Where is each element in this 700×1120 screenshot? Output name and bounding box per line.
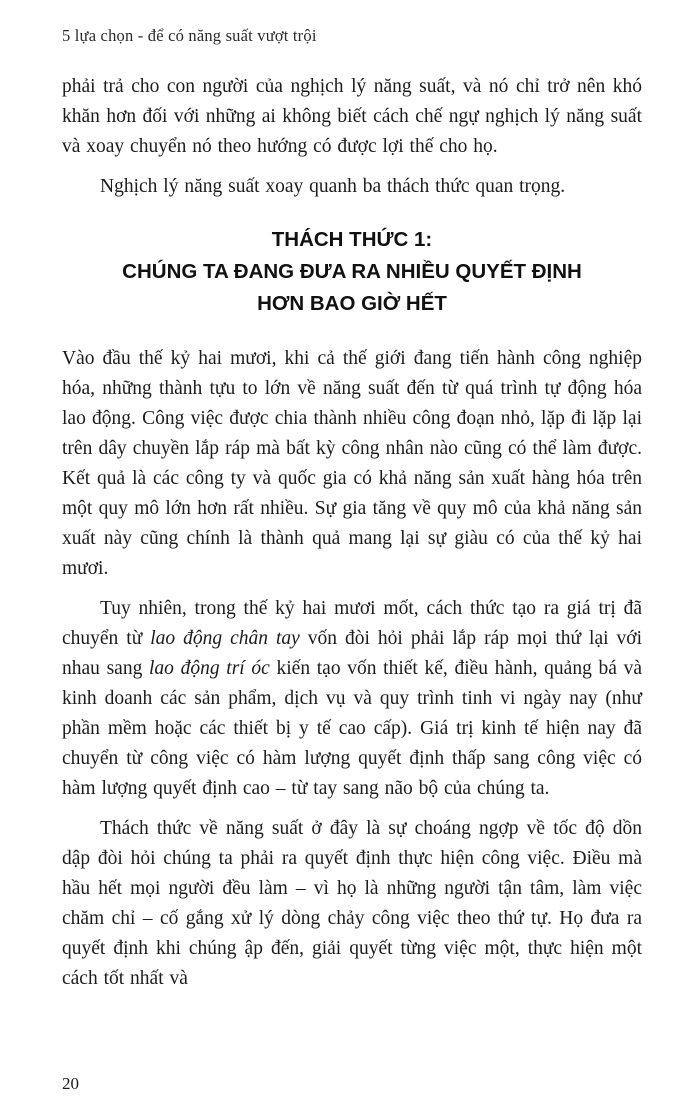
paragraph-twentieth-century: Vào đầu thế kỷ hai mươi, khi cả thế giới đang tiến hành công nghiệp hóa, những thành tựu to lớn về năng suất đến từ quá trình tự động hóa lao động. Công việc được chia thành nhiều công đoạn nhỏ, lặp đi lặp lại trên dây chuyền lắp ráp mà bất kỳ công nhân nào cũng có thể làm được. Kết quả là các công ty và quốc gia có khả năng sản xuất hàng hóa trên một quy mô lớn hơn rất nhiều. Sự gia tăng về quy mô của khả năng sản xuất này cũng chính là thành quả mang lại sự giàu có của thế kỷ hai mươi. [62,348,642,579]
heading-line-3: HƠN BAO GIỜ HẾT [257,292,447,315]
paragraph-segment: vốn đòi hỏi phải lắp ráp mọi thứ lại với nhau sang [62,628,642,679]
section-heading [62,224,642,320]
heading-line-1: THÁCH THỨC 1: [271,228,433,251]
paragraph-productivity-challenge: Thách thức về năng suất ở đây là sự choáng ngợp về tốc độ dồn dập đòi hỏi chúng ta phải ra quyết định thực hiện công việc. Điều mà hầu hết mọi người đều làm – vì họ là những người tận tâm, làm việc chăm chỉ – cố gắng xử lý dòng chảy công việc theo thứ tự. Họ đưa ra quyết định khi chúng ập đến, giải quyết từng việc một, thực hiện một cách tốt nhất và [62,818,642,989]
paragraph-segment-italic: lao động chân tay [150,628,300,649]
running-header: 5 lựa chọn - để có năng suất vượt trội [62,26,317,45]
paragraph-segment: Tuy nhiên, trong thế kỷ hai mươi mốt, cách thức tạo ra giá trị đã chuyển từ [62,598,642,649]
paragraph-intro-challenges: Nghịch lý năng suất xoay quanh ba thách thức quan trọng. [100,176,566,197]
page-number: 20 [62,1074,79,1093]
body-text [62,72,642,994]
paragraph-segment: kiến tạo vốn thiết kế, điều hành, quảng bá và kinh doanh các sản phẩm, dịch vụ và quy trình tinh vi ngày nay (như phần mềm hoặc các thiết bị y tế cao cấp). Giá trị kinh tế hiện nay đã chuyển từ công việc có hàm lượng quyết định thấp sang công việc có hàm lượng quyết định cao – từ tay sang não bộ của chúng ta. [62,658,643,799]
paragraph-segment-italic: lao động trí óc [149,658,270,679]
paragraph-twentyfirst-century [62,594,642,804]
paragraph-continuation: phải trả cho con người của nghịch lý năng suất, và nó chỉ trở nên khó khăn hơn đối với những ai không biết cách chế ngự nghịch lý năng suất và xoay chuyển nó theo hướng có được lợi thế cho họ. [62,76,642,157]
heading-line-2: CHÚNG TA ĐANG ĐƯA RA NHIỀU QUYẾT ĐỊNH [122,260,582,283]
